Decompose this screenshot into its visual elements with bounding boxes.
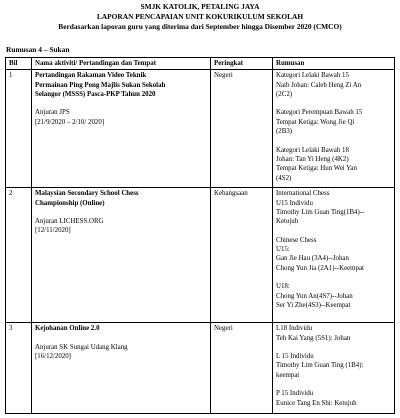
summary-line: L 15 Individu [276,353,314,361]
header-bil: Bil [6,58,32,70]
summary-line: Teh Kai Yang (5S1): Johan [276,334,351,342]
section-heading: Rumusan 4 – Sukan [6,45,70,54]
summary-cell [273,323,395,414]
activity-name-line: Selangor (MSSS) Pasca-PKP Tahun 2020 [35,90,156,98]
report-title: LAPORAN PENCAPAIAN UNIT KOKURIKULUM SEKOLAH [96,12,304,21]
header-level: Peringkat [211,58,273,70]
row-number: 1 [6,70,32,188]
summary-line: Tempat Ketiga: Hun Wei Yan [276,165,357,173]
activity-cell [32,188,211,323]
summary-line: keempat [276,371,300,379]
table-row [6,70,395,188]
activity-cell [32,323,211,414]
activity-name-line: Pertandingan Rakaman Video Teknik [35,72,147,80]
summary-line: International Chess [276,190,330,198]
table-row [6,323,395,414]
activity-name-line: Malaysian Secondary School Chess [35,190,139,198]
activity-date: [12/11/2020] [35,227,71,235]
summary-line: Chong Yun Jia (2A1)--Keempat [276,264,364,272]
summary-line: Gan Jie Hau (3A4)--Johan [276,255,349,263]
summary-line: U15: [276,246,290,254]
organizer: Anjuran LICHESS.ORG [35,218,104,226]
row-number: 3 [6,323,32,414]
summary-line: Tempat Ketiga: Wong Jie Qi [276,118,355,126]
summary-line: L18 Individu [276,325,313,333]
header-summary: Rumusan [273,58,395,70]
document-header [0,2,400,32]
summary-line: Chong Yun An(4S7)--Johan [276,292,353,300]
summary-line: U18: [276,283,290,291]
activity-name-line: Permainan Ping Pong Majlis Sukan Sekolah [35,81,166,89]
summary-cell [273,70,395,188]
report-subtitle: Berdasarkan laporan guru yang diterima dari September hingga Disember 2020 (CMCO) [58,22,342,31]
summary-line: Johan: Tan Yi Heng (4K2) [276,155,349,163]
table-row [6,188,395,323]
achievement-table [5,57,395,414]
summary-line: Ketujuh [276,218,299,226]
summary-line: Kategori Lelaki Bawah 18 [276,146,349,154]
header-activity: Nama aktiviti/ Pertandingan dan Tempat [32,58,211,70]
summary-line: P 15 Individu [276,390,314,398]
summary-line: Ser Yi Zhe(4S3)--Keempat [276,301,351,309]
activity-cell [32,70,211,188]
table-header-row [6,58,395,70]
summary-line: Naib Johan: Caleb Heng Zi An [276,81,362,89]
organizer: Anjuran JPS [35,109,70,117]
summary-line: Timothy Lim Guan Ting(1B4)-- [276,208,365,216]
level-cell: Negeri [211,323,273,414]
activity-name-line: Championship (Online) [35,199,105,207]
summary-line: Eunice Tang En Shi: Ketujuh [276,399,357,407]
row-number: 2 [6,188,32,323]
summary-line: Kategori Perempuan Bawah 15 [276,109,363,117]
activity-name-line: Kejohanan Online 2.0 [35,325,100,333]
organizer: Anjuran SK Sungai Udang Klang [35,343,128,351]
summary-cell [273,188,395,323]
summary-line: (4S2) [276,174,292,182]
level-cell: Kebangsaan [211,188,273,323]
summary-line: Kategori Lelaki Bawah 15 [276,72,349,80]
summary-line: Timothy Lim Guan Ting (1B4): [276,362,364,370]
level-cell: Negeri [211,70,273,188]
summary-line: U15 Individu [276,199,313,207]
summary-line: (2C2) [276,90,293,98]
school-name: SMJK KATOLIK, PETALING JAYA [140,2,260,11]
activity-date: [16/12/2020] [35,353,71,361]
summary-line: Chinese Chess [276,236,317,244]
activity-date: [21/9/2020 – 2/10/ 2020] [35,118,105,126]
summary-line: (2B3) [276,128,293,136]
